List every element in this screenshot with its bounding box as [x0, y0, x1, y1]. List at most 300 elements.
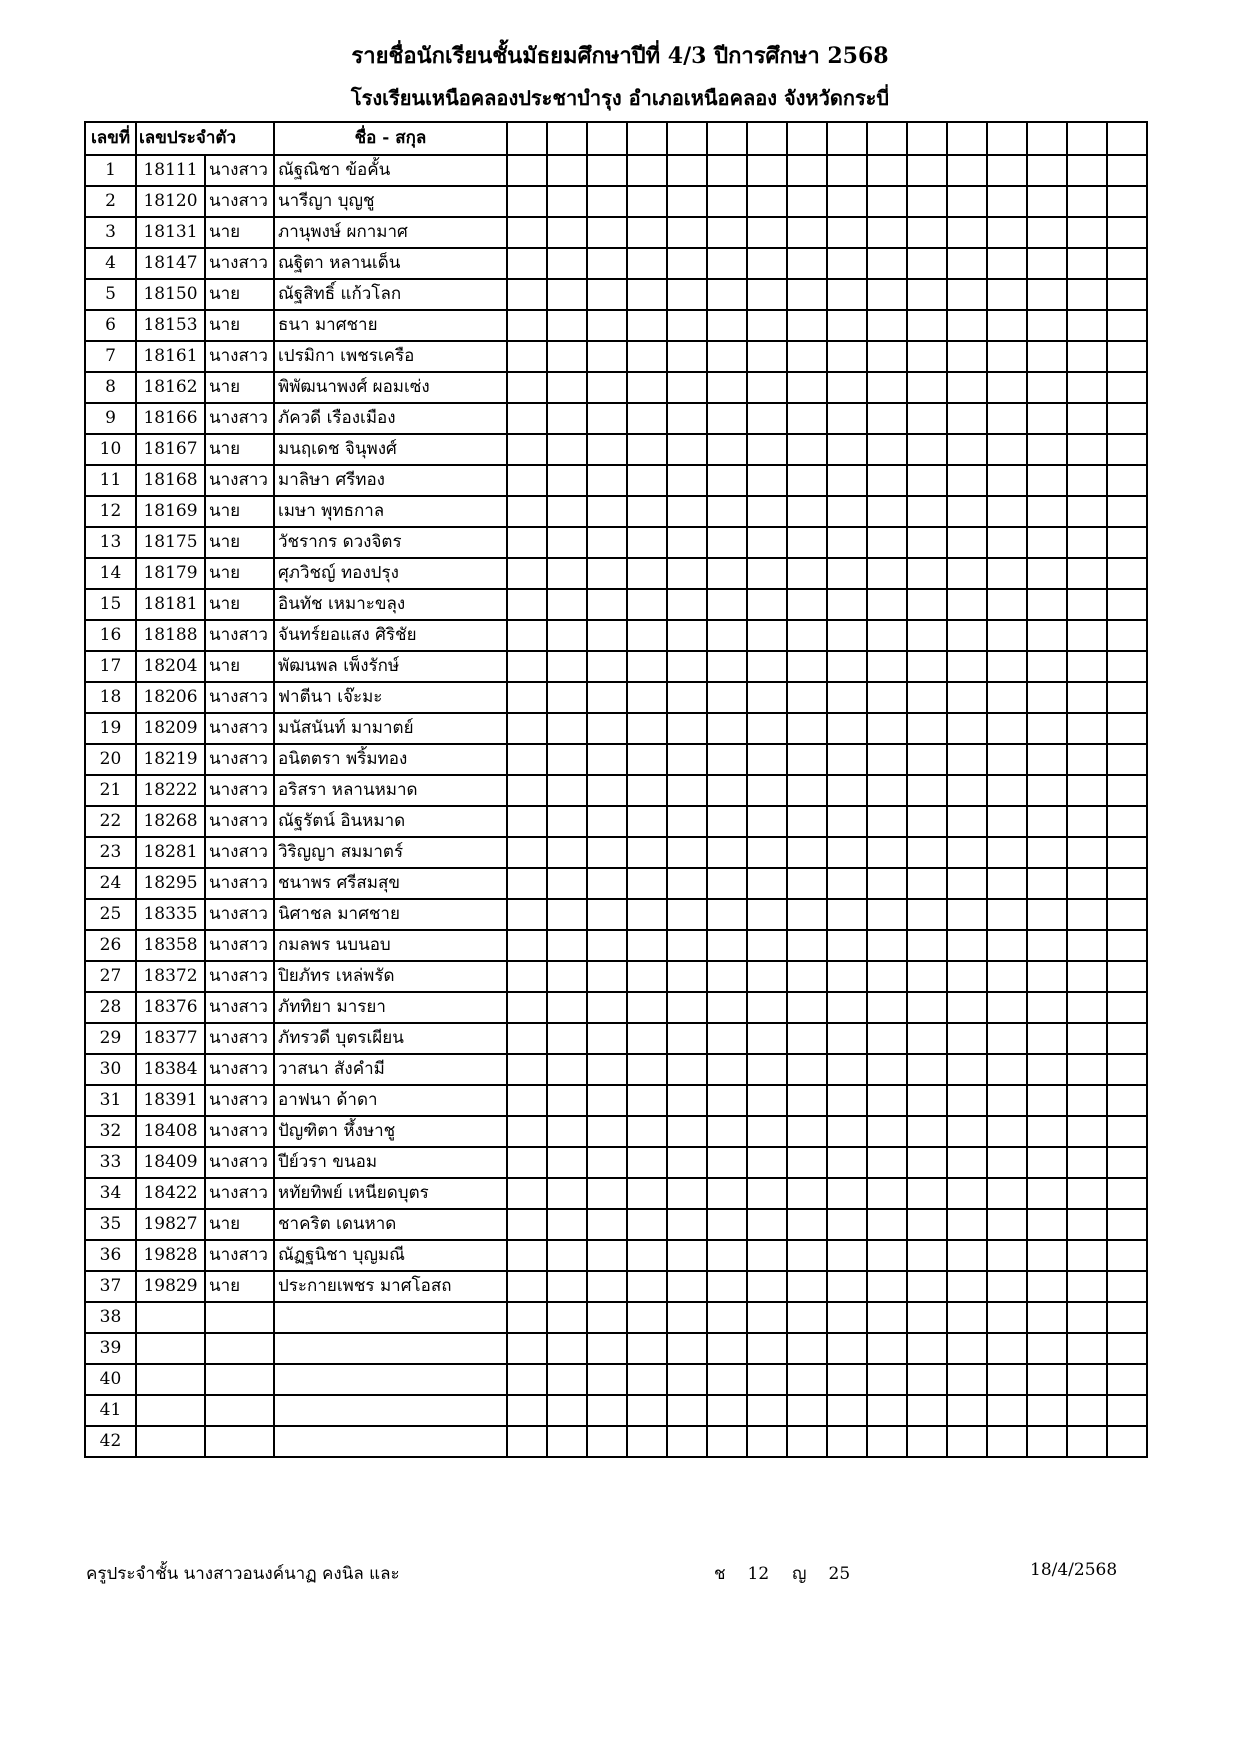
check-cell[interactable]	[1067, 372, 1107, 403]
check-cell[interactable]	[987, 1302, 1027, 1333]
check-cell[interactable]	[507, 1085, 547, 1116]
check-cell[interactable]	[587, 217, 627, 248]
check-cell[interactable]	[747, 930, 787, 961]
check-cell[interactable]	[1067, 1178, 1107, 1209]
check-cell[interactable]	[507, 682, 547, 713]
check-cell[interactable]	[507, 620, 547, 651]
check-cell[interactable]	[547, 1271, 587, 1302]
check-cell[interactable]	[587, 1302, 627, 1333]
check-cell[interactable]	[547, 1023, 587, 1054]
check-cell[interactable]	[787, 558, 827, 589]
check-cell[interactable]	[1107, 434, 1147, 465]
check-cell[interactable]	[827, 1395, 867, 1426]
check-cell[interactable]	[707, 279, 747, 310]
check-cell[interactable]	[507, 1054, 547, 1085]
check-cell[interactable]	[947, 186, 987, 217]
check-cell[interactable]	[787, 527, 827, 558]
check-cell[interactable]	[827, 1147, 867, 1178]
check-cell[interactable]	[667, 434, 707, 465]
check-cell[interactable]	[587, 155, 627, 186]
check-cell[interactable]	[867, 1426, 907, 1457]
check-cell[interactable]	[907, 682, 947, 713]
check-cell[interactable]	[867, 1395, 907, 1426]
check-cell[interactable]	[507, 1116, 547, 1147]
check-cell[interactable]	[1027, 1240, 1067, 1271]
check-cell[interactable]	[1107, 1395, 1147, 1426]
check-cell[interactable]	[867, 496, 907, 527]
check-cell[interactable]	[1027, 403, 1067, 434]
check-cell[interactable]	[1067, 620, 1107, 651]
check-cell[interactable]	[947, 1209, 987, 1240]
check-cell[interactable]	[667, 868, 707, 899]
check-cell[interactable]	[747, 496, 787, 527]
check-cell[interactable]	[747, 1426, 787, 1457]
check-cell[interactable]	[1067, 558, 1107, 589]
check-cell[interactable]	[667, 279, 707, 310]
check-cell[interactable]	[1027, 1147, 1067, 1178]
check-cell[interactable]	[587, 248, 627, 279]
check-cell[interactable]	[667, 930, 707, 961]
check-cell[interactable]	[587, 775, 627, 806]
check-cell[interactable]	[547, 434, 587, 465]
check-cell[interactable]	[547, 1147, 587, 1178]
check-cell[interactable]	[947, 682, 987, 713]
check-cell[interactable]	[827, 1426, 867, 1457]
check-cell[interactable]	[587, 1178, 627, 1209]
check-cell[interactable]	[787, 1116, 827, 1147]
check-cell[interactable]	[787, 1333, 827, 1364]
check-cell[interactable]	[627, 465, 667, 496]
check-cell[interactable]	[907, 248, 947, 279]
check-cell[interactable]	[867, 930, 907, 961]
check-cell[interactable]	[1067, 310, 1107, 341]
check-cell[interactable]	[627, 279, 667, 310]
check-cell[interactable]	[947, 434, 987, 465]
check-cell[interactable]	[507, 434, 547, 465]
check-cell[interactable]	[827, 713, 867, 744]
check-cell[interactable]	[627, 496, 667, 527]
check-cell[interactable]	[507, 465, 547, 496]
check-cell[interactable]	[1027, 961, 1067, 992]
check-cell[interactable]	[707, 713, 747, 744]
check-cell[interactable]	[707, 1240, 747, 1271]
check-cell[interactable]	[547, 713, 587, 744]
check-cell[interactable]	[867, 1085, 907, 1116]
check-cell[interactable]	[507, 651, 547, 682]
check-cell[interactable]	[867, 1209, 907, 1240]
check-cell[interactable]	[707, 806, 747, 837]
check-cell[interactable]	[507, 992, 547, 1023]
check-cell[interactable]	[787, 217, 827, 248]
check-cell[interactable]	[667, 589, 707, 620]
check-cell[interactable]	[947, 527, 987, 558]
check-cell[interactable]	[787, 434, 827, 465]
check-cell[interactable]	[707, 1271, 747, 1302]
check-cell[interactable]	[947, 713, 987, 744]
check-cell[interactable]	[867, 1023, 907, 1054]
check-cell[interactable]	[787, 1023, 827, 1054]
check-cell[interactable]	[1107, 1333, 1147, 1364]
check-cell[interactable]	[867, 1054, 907, 1085]
check-cell[interactable]	[547, 868, 587, 899]
check-cell[interactable]	[747, 1178, 787, 1209]
check-cell[interactable]	[1107, 837, 1147, 868]
check-cell[interactable]	[707, 651, 747, 682]
check-cell[interactable]	[867, 806, 907, 837]
check-cell[interactable]	[907, 1147, 947, 1178]
check-cell[interactable]	[947, 868, 987, 899]
check-cell[interactable]	[667, 186, 707, 217]
check-cell[interactable]	[1067, 930, 1107, 961]
check-cell[interactable]	[867, 651, 907, 682]
check-cell[interactable]	[627, 589, 667, 620]
check-cell[interactable]	[547, 186, 587, 217]
check-cell[interactable]	[707, 310, 747, 341]
check-cell[interactable]	[827, 341, 867, 372]
check-cell[interactable]	[1067, 403, 1107, 434]
check-cell[interactable]	[747, 217, 787, 248]
check-cell[interactable]	[1067, 992, 1107, 1023]
check-cell[interactable]	[1107, 1054, 1147, 1085]
check-cell[interactable]	[867, 899, 907, 930]
check-cell[interactable]	[907, 1023, 947, 1054]
check-cell[interactable]	[1107, 620, 1147, 651]
check-cell[interactable]	[867, 248, 907, 279]
check-cell[interactable]	[667, 961, 707, 992]
check-cell[interactable]	[867, 155, 907, 186]
check-cell[interactable]	[1027, 310, 1067, 341]
check-cell[interactable]	[587, 682, 627, 713]
check-cell[interactable]	[987, 279, 1027, 310]
check-cell[interactable]	[667, 775, 707, 806]
check-cell[interactable]	[627, 217, 667, 248]
check-cell[interactable]	[667, 806, 707, 837]
check-cell[interactable]	[907, 961, 947, 992]
check-cell[interactable]	[507, 310, 547, 341]
check-cell[interactable]	[627, 1023, 667, 1054]
check-cell[interactable]	[1027, 1333, 1067, 1364]
check-cell[interactable]	[987, 310, 1027, 341]
check-cell[interactable]	[1107, 1271, 1147, 1302]
check-cell[interactable]	[707, 248, 747, 279]
check-cell[interactable]	[667, 1178, 707, 1209]
check-cell[interactable]	[627, 310, 667, 341]
check-cell[interactable]	[747, 558, 787, 589]
check-cell[interactable]	[747, 868, 787, 899]
check-cell[interactable]	[1107, 899, 1147, 930]
check-cell[interactable]	[1067, 1395, 1107, 1426]
check-cell[interactable]	[1067, 899, 1107, 930]
check-cell[interactable]	[947, 961, 987, 992]
check-cell[interactable]	[907, 341, 947, 372]
check-cell[interactable]	[907, 1116, 947, 1147]
check-cell[interactable]	[987, 899, 1027, 930]
check-cell[interactable]	[1027, 682, 1067, 713]
check-cell[interactable]	[747, 682, 787, 713]
check-cell[interactable]	[787, 1271, 827, 1302]
check-cell[interactable]	[1107, 868, 1147, 899]
check-cell[interactable]	[1067, 1333, 1107, 1364]
check-cell[interactable]	[947, 992, 987, 1023]
check-cell[interactable]	[587, 930, 627, 961]
check-cell[interactable]	[987, 1209, 1027, 1240]
check-cell[interactable]	[667, 682, 707, 713]
check-cell[interactable]	[867, 1116, 907, 1147]
check-cell[interactable]	[787, 992, 827, 1023]
check-cell[interactable]	[747, 961, 787, 992]
check-cell[interactable]	[947, 651, 987, 682]
check-cell[interactable]	[947, 1302, 987, 1333]
check-cell[interactable]	[1067, 682, 1107, 713]
check-cell[interactable]	[787, 248, 827, 279]
check-cell[interactable]	[867, 465, 907, 496]
check-cell[interactable]	[1067, 155, 1107, 186]
check-cell[interactable]	[547, 651, 587, 682]
check-cell[interactable]	[987, 1426, 1027, 1457]
check-cell[interactable]	[947, 775, 987, 806]
check-cell[interactable]	[1067, 1085, 1107, 1116]
check-cell[interactable]	[1027, 713, 1067, 744]
check-cell[interactable]	[667, 1023, 707, 1054]
check-cell[interactable]	[987, 620, 1027, 651]
check-cell[interactable]	[1027, 589, 1067, 620]
check-cell[interactable]	[827, 837, 867, 868]
check-cell[interactable]	[667, 1085, 707, 1116]
check-cell[interactable]	[627, 558, 667, 589]
check-cell[interactable]	[1067, 837, 1107, 868]
check-cell[interactable]	[747, 1333, 787, 1364]
check-cell[interactable]	[947, 279, 987, 310]
check-cell[interactable]	[1027, 1116, 1067, 1147]
check-cell[interactable]	[587, 837, 627, 868]
check-cell[interactable]	[907, 806, 947, 837]
check-cell[interactable]	[827, 899, 867, 930]
check-cell[interactable]	[1107, 775, 1147, 806]
check-cell[interactable]	[907, 1395, 947, 1426]
check-cell[interactable]	[1107, 713, 1147, 744]
check-cell[interactable]	[987, 651, 1027, 682]
check-cell[interactable]	[507, 217, 547, 248]
check-cell[interactable]	[827, 806, 867, 837]
check-cell[interactable]	[627, 744, 667, 775]
check-cell[interactable]	[507, 496, 547, 527]
check-cell[interactable]	[627, 1302, 667, 1333]
check-cell[interactable]	[627, 899, 667, 930]
check-cell[interactable]	[947, 403, 987, 434]
check-cell[interactable]	[1067, 1054, 1107, 1085]
check-cell[interactable]	[667, 527, 707, 558]
check-cell[interactable]	[867, 744, 907, 775]
check-cell[interactable]	[587, 1364, 627, 1395]
check-cell[interactable]	[747, 1271, 787, 1302]
check-cell[interactable]	[1027, 248, 1067, 279]
check-cell[interactable]	[867, 1333, 907, 1364]
check-cell[interactable]	[747, 1302, 787, 1333]
check-cell[interactable]	[947, 341, 987, 372]
check-cell[interactable]	[547, 403, 587, 434]
check-cell[interactable]	[547, 341, 587, 372]
check-cell[interactable]	[1067, 1364, 1107, 1395]
check-cell[interactable]	[1027, 434, 1067, 465]
check-cell[interactable]	[867, 1178, 907, 1209]
check-cell[interactable]	[867, 1364, 907, 1395]
check-cell[interactable]	[987, 682, 1027, 713]
check-cell[interactable]	[827, 155, 867, 186]
check-cell[interactable]	[707, 527, 747, 558]
check-cell[interactable]	[627, 1240, 667, 1271]
check-cell[interactable]	[987, 1147, 1027, 1178]
check-cell[interactable]	[747, 651, 787, 682]
check-cell[interactable]	[947, 1178, 987, 1209]
check-cell[interactable]	[507, 248, 547, 279]
check-cell[interactable]	[1067, 1209, 1107, 1240]
check-cell[interactable]	[827, 1240, 867, 1271]
check-cell[interactable]	[707, 1178, 747, 1209]
check-cell[interactable]	[907, 217, 947, 248]
check-cell[interactable]	[707, 558, 747, 589]
check-cell[interactable]	[1107, 310, 1147, 341]
check-cell[interactable]	[707, 372, 747, 403]
check-cell[interactable]	[667, 651, 707, 682]
check-cell[interactable]	[587, 1085, 627, 1116]
check-cell[interactable]	[787, 899, 827, 930]
check-cell[interactable]	[627, 403, 667, 434]
check-cell[interactable]	[547, 1364, 587, 1395]
check-cell[interactable]	[987, 1116, 1027, 1147]
check-cell[interactable]	[667, 496, 707, 527]
check-cell[interactable]	[587, 341, 627, 372]
check-cell[interactable]	[747, 341, 787, 372]
check-cell[interactable]	[787, 775, 827, 806]
check-cell[interactable]	[587, 1023, 627, 1054]
check-cell[interactable]	[787, 868, 827, 899]
check-cell[interactable]	[507, 806, 547, 837]
check-cell[interactable]	[827, 558, 867, 589]
check-cell[interactable]	[587, 1116, 627, 1147]
check-cell[interactable]	[1027, 1395, 1067, 1426]
check-cell[interactable]	[987, 1240, 1027, 1271]
check-cell[interactable]	[1067, 1302, 1107, 1333]
check-cell[interactable]	[787, 1147, 827, 1178]
check-cell[interactable]	[747, 713, 787, 744]
check-cell[interactable]	[787, 806, 827, 837]
check-cell[interactable]	[587, 186, 627, 217]
check-cell[interactable]	[827, 527, 867, 558]
check-cell[interactable]	[667, 899, 707, 930]
check-cell[interactable]	[987, 1395, 1027, 1426]
check-cell[interactable]	[1067, 1116, 1107, 1147]
check-cell[interactable]	[587, 713, 627, 744]
check-cell[interactable]	[667, 310, 707, 341]
check-cell[interactable]	[707, 1333, 747, 1364]
check-cell[interactable]	[1027, 279, 1067, 310]
check-cell[interactable]	[507, 744, 547, 775]
check-cell[interactable]	[1067, 1147, 1107, 1178]
check-cell[interactable]	[787, 713, 827, 744]
check-cell[interactable]	[547, 1426, 587, 1457]
check-cell[interactable]	[1027, 1085, 1067, 1116]
check-cell[interactable]	[587, 1147, 627, 1178]
check-cell[interactable]	[707, 868, 747, 899]
check-cell[interactable]	[627, 341, 667, 372]
check-cell[interactable]	[507, 1271, 547, 1302]
check-cell[interactable]	[667, 403, 707, 434]
check-cell[interactable]	[987, 992, 1027, 1023]
check-cell[interactable]	[1107, 992, 1147, 1023]
check-cell[interactable]	[667, 248, 707, 279]
check-cell[interactable]	[947, 1147, 987, 1178]
check-cell[interactable]	[627, 1116, 667, 1147]
check-cell[interactable]	[667, 620, 707, 651]
check-cell[interactable]	[747, 1085, 787, 1116]
check-cell[interactable]	[1027, 992, 1067, 1023]
check-cell[interactable]	[507, 930, 547, 961]
check-cell[interactable]	[1027, 1178, 1067, 1209]
check-cell[interactable]	[587, 961, 627, 992]
check-cell[interactable]	[627, 837, 667, 868]
check-cell[interactable]	[627, 1333, 667, 1364]
check-cell[interactable]	[707, 217, 747, 248]
check-cell[interactable]	[787, 1240, 827, 1271]
check-cell[interactable]	[787, 496, 827, 527]
check-cell[interactable]	[1067, 248, 1107, 279]
check-cell[interactable]	[907, 651, 947, 682]
check-cell[interactable]	[907, 155, 947, 186]
check-cell[interactable]	[907, 620, 947, 651]
check-cell[interactable]	[987, 868, 1027, 899]
check-cell[interactable]	[547, 1209, 587, 1240]
check-cell[interactable]	[747, 1054, 787, 1085]
check-cell[interactable]	[787, 682, 827, 713]
check-cell[interactable]	[987, 341, 1027, 372]
check-cell[interactable]	[627, 372, 667, 403]
check-cell[interactable]	[827, 186, 867, 217]
check-cell[interactable]	[627, 155, 667, 186]
check-cell[interactable]	[907, 744, 947, 775]
check-cell[interactable]	[627, 806, 667, 837]
check-cell[interactable]	[987, 1178, 1027, 1209]
check-cell[interactable]	[1107, 1209, 1147, 1240]
check-cell[interactable]	[587, 1054, 627, 1085]
check-cell[interactable]	[707, 837, 747, 868]
check-cell[interactable]	[787, 1395, 827, 1426]
check-cell[interactable]	[707, 1209, 747, 1240]
check-cell[interactable]	[667, 837, 707, 868]
check-cell[interactable]	[1067, 341, 1107, 372]
check-cell[interactable]	[907, 775, 947, 806]
check-cell[interactable]	[667, 1054, 707, 1085]
check-cell[interactable]	[827, 744, 867, 775]
check-cell[interactable]	[1067, 527, 1107, 558]
check-cell[interactable]	[707, 1085, 747, 1116]
check-cell[interactable]	[827, 1271, 867, 1302]
check-cell[interactable]	[827, 465, 867, 496]
check-cell[interactable]	[1107, 527, 1147, 558]
check-cell[interactable]	[907, 713, 947, 744]
check-cell[interactable]	[1027, 558, 1067, 589]
check-cell[interactable]	[507, 372, 547, 403]
check-cell[interactable]	[867, 558, 907, 589]
check-cell[interactable]	[587, 744, 627, 775]
check-cell[interactable]	[1027, 341, 1067, 372]
check-cell[interactable]	[987, 1023, 1027, 1054]
check-cell[interactable]	[987, 1333, 1027, 1364]
check-cell[interactable]	[827, 310, 867, 341]
check-cell[interactable]	[867, 682, 907, 713]
check-cell[interactable]	[627, 1178, 667, 1209]
check-cell[interactable]	[1067, 713, 1107, 744]
check-cell[interactable]	[507, 155, 547, 186]
